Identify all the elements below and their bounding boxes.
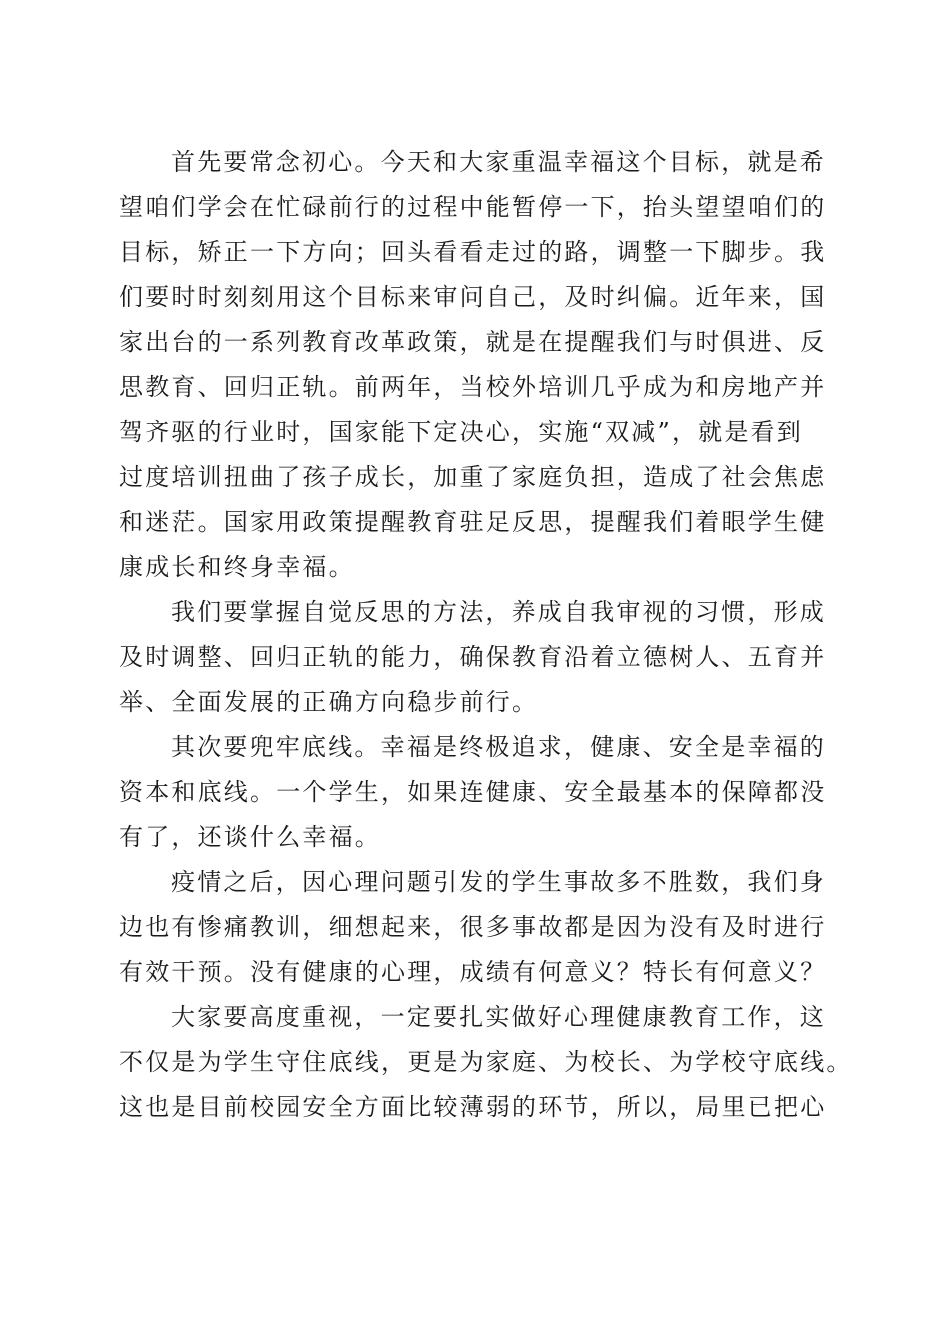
text-line: 驾齐驱的行业时，国家能下定决心，实施“双减”，就是看到	[119, 418, 803, 446]
paragraph-1	[119, 147, 839, 597]
document-body	[119, 147, 853, 1137]
text-line: 家出台的一系列教育改革政策，就是在提醒我们与时俱进、反	[119, 328, 827, 356]
paragraph-5	[119, 1002, 853, 1137]
paragraph-3	[119, 732, 839, 867]
text-line: 们要时时刻刻用这个目标来审问自己，及时纠偏。近年来，国	[119, 283, 827, 311]
text-line: 资本和底线。一个学生，如果连健康、安全最基本的保障都没	[119, 778, 827, 806]
text-line: 目标，矫正一下方向；回头看看走过的路，调整一下脚步。我	[119, 238, 827, 266]
text-line: 不仅是为学生守住底线，更是为家庭、为校长、为学校守底线。	[119, 1048, 853, 1076]
text-line: 康成长和终身幸福。	[119, 553, 355, 581]
text-line: 有效干预。没有健康的心理，成绩有何意义？特长有何意义？	[119, 958, 827, 986]
text-line: 疫情之后，因心理问题引发的学生事故多不胜数，我们身	[171, 868, 826, 896]
text-line: 首先要常念初心。今天和大家重温幸福这个目标，就是希	[171, 148, 826, 176]
text-line: 举、全面发展的正确方向稳步前行。	[119, 688, 539, 716]
text-line: 其次要兜牢底线。幸福是终极追求，健康、安全是幸福的	[171, 733, 826, 761]
paragraph-4	[119, 867, 839, 1002]
text-line: 及时调整、回归正轨的能力，确保教育沿着立德树人、五育并	[119, 643, 827, 671]
text-line: 有了，还谈什么幸福。	[119, 823, 381, 851]
text-line: 和迷茫。国家用政策提醒教育驻足反思，提醒我们着眼学生健	[119, 508, 827, 536]
paragraph-2	[119, 597, 839, 732]
text-line: 我们要掌握自觉反思的方法，养成自我审视的习惯，形成	[171, 598, 826, 626]
text-line: 思教育、回归正轨。前两年，当校外培训几乎成为和房地产并	[119, 373, 827, 401]
text-line: 大家要高度重视，一定要扎实做好心理健康教育工作，这	[171, 1003, 826, 1031]
text-line: 边也有惨痛教训，细想起来，很多事故都是因为没有及时进行	[119, 913, 827, 941]
text-line: 这也是目前校园安全方面比较薄弱的环节，所以，局里已把心	[119, 1093, 827, 1121]
text-line: 过度培训扭曲了孩子成长，加重了家庭负担，造成了社会焦虑	[119, 463, 827, 491]
text-line: 望咱们学会在忙碌前行的过程中能暂停一下，抬头望望咱们的	[119, 193, 827, 221]
